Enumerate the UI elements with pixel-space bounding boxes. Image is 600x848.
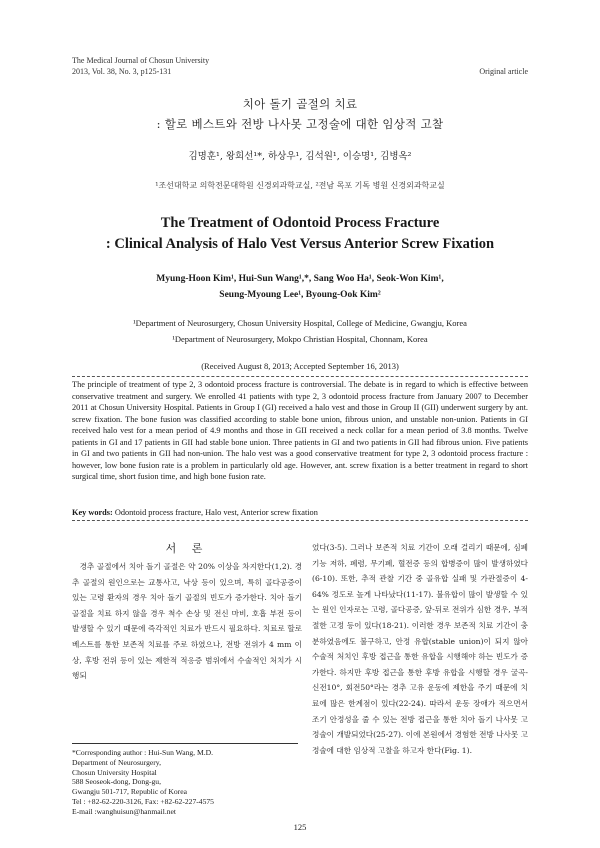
korean-title-line2: : 할로 베스트와 전방 나사못 고정술에 대한 임상적 고찰	[156, 117, 444, 131]
korean-title-line1: 치아 돌기 골절의 치료	[242, 97, 358, 111]
korean-affiliations: ¹조선대학교 의학전문대학원 신경외과학교실, ²전남 목포 기독 병원 신경외과학교실	[155, 181, 445, 190]
abstract-bottom-divider	[72, 520, 528, 521]
footnote-divider	[72, 743, 298, 744]
article-type: Original article	[479, 67, 528, 76]
corr-address1: 588 Seoseok-dong, Dong-gu,	[72, 777, 162, 787]
journal-citation: 2013, Vol. 38, No. 3, p125-131	[72, 67, 172, 76]
keywords-label: Key words:	[72, 508, 113, 517]
english-authors-line2: Seung-Myoung Lee¹, Byoung-Ook Kim²	[219, 290, 381, 300]
received-dates: (Received August 8, 2013; Accepted September 16, 2013)	[201, 361, 399, 371]
keywords-line	[72, 508, 528, 517]
journal-name: The Medical Journal of Chosun University	[72, 56, 210, 65]
intro-left-paragraph: 경추 골절에서 치아 돌기 골절은 약 20% 이상을 차지한다(1,2). 경추 골절의 원인으로는 교통사고, 낙상 등이 있으며, 특히 골다공증이 있는 고령 환자의 경우 치아 돌기 골절의 빈도가 증가한다. 치아 돌기 골절을 치료 하지 않을 경우 척수 손상 및 전신 마비, 호흡 부전 등이 발생할 수 있기 때문에 즉각적인 치료가 반드시 필요하다. 치료로 할로 베스트를 통한 보존적 치료를 주로 하였으나, 전방 전위가 4 mm 이상, 후방 전위 등이 있는 제한적 적응증 범위에서 수술적인 처치가 시행되	[72, 562, 302, 681]
correspondence-block	[72, 748, 302, 817]
english-title-line1: The Treatment of Odontoid Process Fracture	[160, 215, 440, 231]
english-affiliation-line1: ¹Department of Neurosurgery, Chosun University Hospital, College of Medicine, Gwangju, Korea	[133, 318, 467, 328]
corr-phone: Tel : +82-62-220-3126, Fax: +82-62-227-4575	[72, 796, 214, 806]
english-title-line2: : Clinical Analysis of Halo Vest Versus Anterior Screw Fixation	[105, 236, 495, 252]
corr-dept: Department of Neurosurgery,	[72, 757, 161, 767]
intro-right-paragraph: 었다(3-5). 그러나 보존적 치료 기간이 오래 걸리기 때문에, 심폐 기능 저하, 폐렴, 무기폐, 혈전증 등의 합병증이 많이 발생하였다(6-10). 또한, 추적 관찰 기간 중 골유합 실패 및 가관절증이 4-64% 정도로 높게 나타났다(11-17). 불유합이 많이 발생할 수 있는 원인 인자로는 고령, 골다공증, 앞-뒤로 전위가 심한 경우, 부적절한 고정 등이 있다(18-21). 이러한 경우 보존적 치료 기간이 충분하였음에도 불구하고, 안정 유합(stable union)이 되지 않아 수술적 처치인 후방 접근을 통한 유합을 시행해야 하는 빈도가 증가한다. 하지만 후방 접근을 통한 후방 유합을 시행할 경우 굴곡-신전10°, 회전50°라는 경추 고유 운동에 제한을 주기 때문에 치료에 많은 한계점이 있다(22-24). 따라서 운동 장애가 적으면서 조기 안정성을 줄 수 있는 전방 접근을 통한 치아 돌기 나사못 고정술이 개발되었다(25-27). 이에 본원에서 경험한 전방 나사못 고정술에 대한 임상적 고찰을 하고자 한다(Fig. 1).	[312, 543, 528, 755]
abstract-top-divider	[72, 376, 528, 377]
corr-email: E-mail :wanghuisun@hanmail.net	[72, 806, 177, 816]
corr-hospital: Chosun University Hospital	[72, 767, 157, 777]
section-heading-intro: 서 론	[165, 542, 209, 555]
english-authors-line1: Myung-Hoon Kim¹, Hui-Sun Wang¹,*, Sang Woo Ha¹, Seok-Won Kim¹,	[156, 274, 444, 284]
abstract-text: The principle of treatment of type 2, 3 odontoid process fracture is controversial. The debate is in regard to which is effective between conservative treatment and surgery. We enrolled 41 patients with type 2, 3 odontoid process fracture from January 2007 to December 2011 at Chosun University Hospital. Patients in Group I (GI) received a halo vest and those in Group II (GII) underwent surgery by ant. screw fixation. The bone fusion was classified according to stable bone union, fibrous union, and unstable non-union. Patients in GI received halo vest for a mean period of 4.9 months and those in GII received a neck collar for a mean period of 3.8 months. Twelve patients in GI and 17 patients in GII had stable bone union. Three patients in GI and two patients in GII had fibrous union. Five patients in GI and two patients in GII had non-union. The halo vest was a good conservative treatment for type 2, 3 odontoid process fracture : however, low bone fusion rate is a problem in particularly old age. However, ant. screw fixation is a better treatment in regard to short surgical time, short fusion time, and high bone fusion rate.	[72, 380, 528, 481]
english-affiliation-line2: ¹Department of Neurosurgery, Mokpo Christian Hospital, Chonnam, Korea	[172, 334, 428, 344]
keywords-value: Odontoid process fracture, Halo vest, Anterior screw fixation	[112, 508, 318, 517]
korean-authors: 김명훈¹, 왕희선¹*, 하상우¹, 김석원¹, 이승명¹, 김병옥²	[188, 151, 412, 162]
page-number: 125	[293, 822, 307, 832]
corr-address2: Gwangju 501-717, Republic of Korea	[72, 787, 187, 797]
intro-right-column	[312, 540, 528, 756]
corr-author: *Corresponding author : Hui-Sun Wang, M.D.	[72, 748, 213, 757]
intro-left-column	[72, 559, 302, 731]
